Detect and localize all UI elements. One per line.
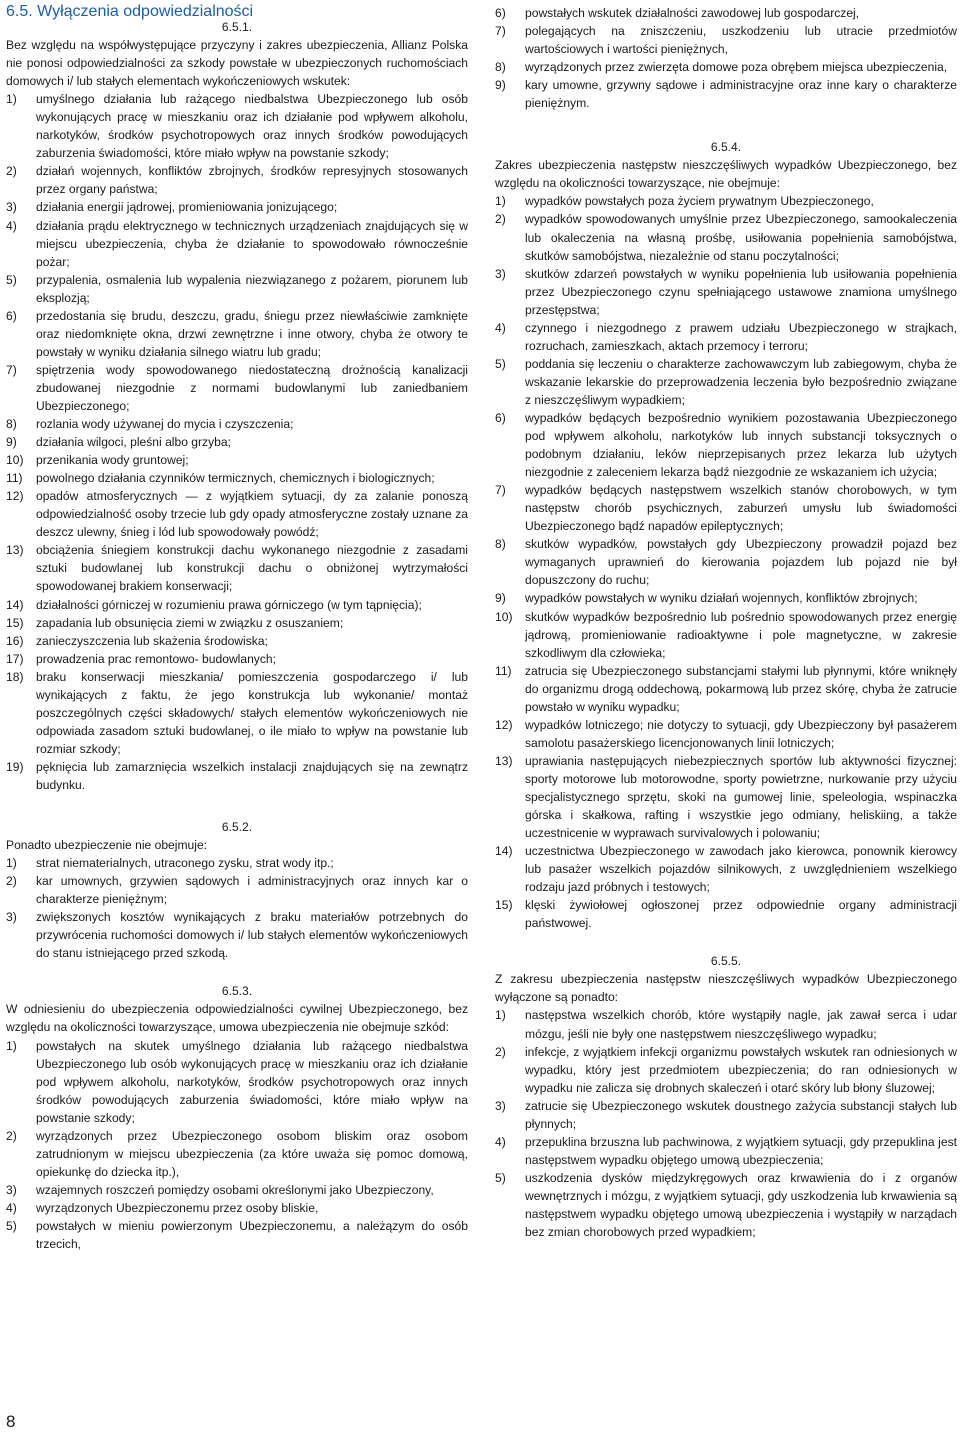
list-item-number: 7) [495,483,506,498]
exclusion-list [495,192,957,932]
list-item [495,1169,957,1241]
section-intro: Z zakresu ubezpieczenia następstw nieszczęśliwych wypadków Ubezpieczonego wyłączone są ponadto: [495,972,957,1005]
list-item [6,361,468,415]
list-item-text: powstałych w mieniu powierzonym Ubezpieczonemu, a należązym do osób trzecich, [36,1219,468,1252]
list-item [6,1217,468,1253]
list-item-text: skutków wypadków bezpośrednio lub pośrednio spowodowanych przez energię jądrową, promieniowanie radioaktywne i pole magnetyczne, w zakresie szkodliwym dla człowieka; [525,609,957,660]
list-item-number: 14) [495,844,513,859]
page-title: 6.5. Wyłączenia odpowiedzialności [6,3,254,20]
list-item [6,433,468,451]
list-item-text: wypadków powstałych poza życiem prywatnym Ubezpieczonego, [525,194,874,209]
list-item-text: uczestnictwa Ubezpieczonego w zawodach jako kierowca, ponownik kierowcy lub pasażer wszelkich pojazdów silnikowych, z uwzględnieniem wszelkiego rodzaju jazd próbnych i testowych; [525,844,957,895]
section [495,138,957,932]
list-item-number: 8) [495,537,506,552]
list-item-text: polegających na zniszczeniu, uszkodzeniu lub utracie przedmiotów wartościowych i wartości pieniężnych, [525,24,957,57]
list-item-number: 3) [6,200,17,215]
list-item-number: 4) [6,218,17,233]
list-item-number: 4) [495,1134,506,1149]
list-item-text: braku konserwacji mieszkania/ pomieszczenia gospodarczego i/ lub wynikających z faktu, że jego konstrukcja lub wykonanie/ montaż poszczególnych części składowych/ stałych elementów wykończeniowych nie odpowiada zasadom sztuki budowlanej, o ile miało to wpływ na powstanie lub rozmiar szkody; [36,669,468,756]
list-item [495,752,957,842]
list-item [495,355,957,409]
list-item-text: rozlania wody używanej do mycia i czyszczenia; [36,417,294,432]
list-item-text: infekcje, z wyjątkiem infekcji organizmu powstałych wskutek ran odniesionych w wypadku, który jest przedmiotem ubezpieczenia; do ran odniesionych w wypadku nie zalicza się drobnych skaleczeń i otarć skóry lub błony śluzowej; [525,1044,957,1095]
exclusion-list [6,854,468,962]
list-item-text: wypadków będących bezpośrednio wynikiem pozostawania Ubezpieczonego pod wpływem alkoholu, narkotyków lub innych substancji toksycznych o podobnym działaniu, leków nieprzepisanych przez lekarza lub użytych niezgodnie z zaleceniem lekarza bądź niezgodnie ze wskazaniem ich użycia; [525,410,957,480]
list-item-number: 7) [6,362,17,377]
list-item-number: 13) [495,753,513,768]
section [495,4,957,112]
list-item-text: działania energii jądrowej, promieniowania jonizującego; [36,200,338,215]
list-item-number: 10) [6,453,24,468]
list-item-number: 13) [6,543,24,558]
section-number: 6.5.5. [710,954,742,969]
list-item-number: 2) [495,1044,506,1059]
list-item-text: przedostania się brudu, deszczu, gradu, śniegu przez niewłaściwie zamknięte oraz niedomknięte okna, drzwi zewnętrzne i inne otwory, chyba że otwory te powstały w wyniku działania silnego wiatru lub gradu; [36,308,468,359]
exclusion-list [495,4,957,112]
exclusion-list [6,1037,468,1254]
list-item-text: skutków zdarzeń powstałych w wyniku popełnienia lub usiłowania popełnienia przez Ubezpieczonego czynu spełniającego ustawowe znamiona umyślnego przestępstwa; [525,266,957,317]
list-item-text: obciążenia śniegiem konstrukcji dachu wykonanego niezgodnie z zasadami sztuki budowlanej lub konstrukcji dachu o obniżonej wytrzymałości spowodowanej brakiem konserwacji; [36,543,468,594]
list-item-number: 11) [6,471,23,486]
list-item-text: działania wilgoci, pleśni albo grzyba; [36,435,231,450]
list-item-text: wyrządzonych przez Ubezpieczonego osobom bliskim oraz osobom zatrudnionym w miejscu ubezpieczenia (za które uważa się pomoc domową, opiekunkę do dziecka itp.), [36,1128,468,1179]
list-item-number: 8) [6,417,17,432]
section-number: 6.5.1. [221,20,253,34]
list-item [6,614,468,632]
list-item-number: 3) [495,1098,506,1113]
list-item [495,58,957,76]
list-item-number: 4) [495,320,506,335]
list-item [6,1037,468,1127]
list-item [6,90,468,162]
list-item [495,1133,957,1169]
list-item [6,632,468,650]
list-item-text: przepuklina brzuszna lub pachwinowa, z wyjątkiem sytuacji, gdy przepuklina jest następstwem wypadku objętego umową ubezpieczenia; [525,1134,957,1167]
section [6,18,468,794]
list-item-text: zatrucie się Ubezpieczonego wskutek doustnego zażycia substancji stałych lub płynnych; [525,1098,957,1131]
list-item-text: spiętrzenia wody spowodowanego niedostateczną drożnością kanalizacji zbudowanej niezgodnie z normami budowlanymi lub zaniedbaniem Ubezpieczonego; [36,362,468,413]
list-item-text: strat niematerialnych, utraconego zysku, strat wody itp.; [36,856,334,871]
list-item [6,758,468,794]
list-item-text: powolnego działania czynników termicznych, chemicznych i biologicznych; [36,471,435,486]
list-item-number: 1) [6,856,17,871]
list-item-number: 5) [495,1170,506,1185]
list-item [6,217,468,271]
list-item [495,319,957,355]
list-item-text: uszkodzenia dysków międzykręgowych oraz krwawienia do i z organów wewnętrznych i mózgu, z wyjątkiem sytuacji, gdy uszkodzenia lub krwawienia są następstwem wypadku objętego umową ubezpieczenia i wystąpiły w narządach bez zmian chorobowych przed wypadkiem; [525,1170,957,1240]
list-item [495,22,957,58]
list-item-number: 12) [6,489,24,504]
list-item-text: czynnego i niezgodnego z prawem udziału Ubezpieczonego w strajkach, rozruchach, zamieszkach, aktach przemocy i terroru; [525,320,957,353]
list-item-number: 1) [495,194,506,209]
list-item [6,415,468,433]
list-item [495,1043,957,1097]
list-item [495,535,957,589]
list-item-text: kary umowne, grzywny sądowe i administracyjne oraz inne kary o charakterze pieniężnym. [525,78,957,111]
list-item [495,608,957,662]
list-item-number: 16) [6,633,24,648]
list-item [6,1127,468,1181]
list-item [6,1199,468,1217]
exclusion-list [6,90,468,794]
list-item [6,198,468,216]
list-item-number: 14) [6,597,24,612]
list-item-text: wyrządzonych przez zwierzęta domowe poza obrębem miejsca ubezpieczenia, [525,60,948,75]
list-item-number: 9) [495,78,506,93]
page-number: 8 [6,1412,16,1431]
list-item [6,596,468,614]
list-item-text: następstwa wszelkich chorób, które wystąpiły nagle, jak zawał serca i udar mózgu, jeśli nie były one następstwem nieszczęśliwego wypadku; [525,1008,957,1041]
list-item [6,872,468,908]
list-item [495,265,957,319]
list-item-text: kar umownych, grzywien sądowych i administracyjnych oraz innych kar o charakterze pieniężnym; [36,874,468,907]
list-item-number: 10) [495,609,513,624]
list-item-number: 6) [495,6,506,20]
section-intro: W odniesieniu do ubezpieczenia odpowiedzialności cywilnej Ubezpieczonego, bez względu na okoliczności towarzyszące, umowa ubezpieczenia nie obejmuje szkód: [6,1002,468,1035]
list-item [6,541,468,595]
list-item-number: 3) [6,1182,17,1197]
list-item-text: klęski żywiołowej ogłoszonej przez odpowiednie organy administracji państwowej. [525,898,957,931]
list-item-text: opadów atmosferycznych — z wyjątkiem sytuacji, dy za zalanie ponoszą odpowiedzialność osoby trzecie lub gdy opady atmosferyczne zostały uznane za deszcz ulewny, śnieg i lód lub spowodowały powódź; [36,489,468,540]
section-intro: Bez względu na współwystępujące przyczyny i zakres ubezpieczenia, Allianz Polska nie ponosi odpowiedzialności za szkody powstałe w ubezpieczonych ruchomościach domowych i/ lub stałych elementach wykończeniowych wskutek: [6,38,468,89]
list-item-number: 9) [495,591,506,606]
list-item-text: wypadków będących następstwem wszelkich stanów chorobowych, w tym następstw chorób psychicznych, zaburzeń umysłu lub świadomości Ubezpieczonego bądź napadów epileptycznych; [525,483,957,534]
list-item-number: 7) [495,24,506,39]
list-item-text: poddania się leczeniu o charakterze zachowawczym lub zabiegowym, chyba że wskazanie lekarskie do przeprowadzenia leczenia było bezpośrednio związane z nieszczęśliwym wypadkiem; [525,356,957,407]
list-item-number: 8) [495,60,506,75]
list-item-number: 1) [6,92,17,107]
list-item-number: 15) [6,615,24,630]
list-item-text: zwiększonych kosztów wynikających z braku materiałów potrzebnych do przywrócenia ruchomości domowych i/ lub stałych elementów wykończeniowych do stanu istniejącego przed szkodą. [36,910,468,961]
list-item [6,271,468,307]
right-column [495,4,957,1241]
list-item [6,650,468,668]
list-item-text: działania prądu elektrycznego w technicznych urządzeniach znajdujących się w miejscu ubezpieczenia, chyba że działanie to spowodowało równocześnie pożar; [36,218,468,269]
list-item [495,210,957,264]
list-item-number: 9) [6,435,17,450]
left-column [6,18,468,1253]
list-item-number: 5) [6,272,17,287]
list-item [495,192,957,210]
list-item-text: skutków wypadków, powstałych gdy Ubezpieczony prowadził pojazd bez wymaganych uprawnień do kierowania pojazdem lub pojazd nie był dopuszczony do ruchu; [525,537,957,588]
list-item [495,481,957,535]
list-item-number: 5) [495,356,506,371]
list-item [495,662,957,716]
list-item-text: uprawiania następujących niebezpiecznych sportów lub aktywności fizycznej: sporty motorowe lub motorowodne, sporty powietrzne, nurkowanie przy użyciu specjalistycznego sprzętu, skoki na gumowej linie, speleologia, wspinaczka górska i skałkowa, rafting i wszystkie jego odmiany, heliskiing, a także uczestnicenie w wyprawach survivalowych i polowaniu; [525,753,957,841]
list-item-text: wypadków spowodowanych umyślnie przez Ubezpieczonego, samookaleczenia lub okaleczenia na własną prośbę, usiłowania popełnienia samobójstwa, skutków samobójstwa, niezależnie od stanu poczytalności; [525,212,957,263]
list-item-number: 3) [6,910,17,925]
list-item [495,896,957,932]
list-item [6,307,468,361]
list-item-text: powstałych wskutek działalności zawodowej lub gospodarczej, [525,6,860,20]
section-number: 6.5.3. [221,984,253,999]
list-item-number: 2) [6,1128,17,1143]
list-item [495,4,957,22]
list-item-text: zanieczyszczenia lub skażenia środowiska; [36,633,268,648]
list-item [495,1097,957,1133]
list-item-text: zatrucia się Ubezpieczonego substancjami stałymi lub płynnymi, które wniknęły do organizmu drogą oddechową, pokarmową lub przez skórę, chyba że zatrucie powstało w wyniku wypadku; [525,663,957,714]
list-item-number: 5) [6,1219,17,1233]
list-item [495,842,957,896]
list-item-number: 2) [6,874,17,889]
list-item-text: wyrządzonych Ubezpieczonemu przez osoby bliskie, [36,1200,319,1215]
list-item-text: wypadków powstałych w wyniku działań wojennych, konfliktów zbrojnych; [525,591,918,606]
section-number: 6.5.2. [221,820,253,835]
list-item [495,76,957,112]
list-item [495,409,957,481]
list-item-number: 18) [6,669,24,684]
list-item-text: przenikania wody gruntowej; [36,453,189,468]
list-item [6,1181,468,1199]
list-item-number: 3) [495,266,506,281]
list-item [6,162,468,198]
list-item [6,908,468,962]
list-item-number: 2) [6,164,17,179]
section-number: 6.5.4. [710,140,742,155]
list-item [495,1006,957,1042]
section-intro: Ponadto ubezpieczenie nie obejmuje: [6,838,208,853]
list-item-text: umyślnego działania lub rażącego niedbalstwa Ubezpieczonego lub osób wykonujących pracę w mieszkaniu oraz ich działanie pod wpływem alkoholu, narkotyków, środków psychotropowych oraz innych środków powodujących zaburzenia świadomości, które miało wpływ na powstanie szkody; [36,92,468,161]
section [6,982,468,1253]
list-item-text: zapadania lub obsunięcia ziemi w związku z osuszaniem; [36,615,344,630]
list-item-number: 19) [6,759,24,774]
list-item-text: powstałych na skutek umyślnego działania lub rażącego niedbalstwa Ubezpieczonego lub osób wykonujących pracę w mieszkaniu oraz ich działanie pod wpływem alkoholu, narkotyków, środków psychotropowych oraz innych środków powodujących zaburzenia świadomości, które miało wpływ na powstanie szkody; [36,1038,468,1125]
list-item-number: 15) [495,898,513,913]
list-item-text: pęknięcia lub zamarznięcia wszelkich instalacji znajdujących się na zewnątrz budynku. [36,759,468,792]
section [6,818,468,962]
list-item [495,589,957,607]
list-item-number: 12) [495,717,513,732]
list-item [6,469,468,487]
list-item-number: 1) [6,1038,17,1053]
list-item-text: działalności górniczej w rozumieniu prawa górniczego (w tym tąpnięcia); [36,597,422,612]
list-item [495,716,957,752]
section [495,952,957,1241]
list-item-text: prowadzenia prac remontowo- budowlanych; [36,651,276,666]
list-item-number: 1) [495,1008,506,1023]
list-item [6,854,468,872]
list-item [6,487,468,541]
list-item [6,668,468,758]
list-item-number: 4) [6,1200,17,1215]
list-item-number: 2) [495,212,506,227]
list-item-number: 6) [495,410,506,425]
list-item-number: 11) [495,663,512,678]
section-intro: Zakres ubezpieczenia następstw nieszczęśliwych wypadków Ubezpieczonego, bez względu na okoliczności towarzyszące, nie obejmuje: [495,158,957,191]
exclusion-list [495,1006,957,1241]
list-item-number: 17) [6,651,24,666]
list-item-number: 6) [6,308,17,323]
list-item-text: wypadków lotniczego; nie dotyczy to sytuacji, gdy Ubezpieczony był pasażerem samolotu pasażerskiego licencjonowanych linii lotniczych; [525,717,957,750]
list-item-text: działań wojennych, konfliktów zbrojnych, środków represyjnych stosowanych przez organy państwa; [36,164,468,197]
list-item-text: wzajemnych roszczeń pomiędzy osobami określonymi jako Ubezpieczony, [36,1182,434,1197]
list-item [6,451,468,469]
list-item-text: przypalenia, osmalenia lub wypalenia niezwiązanego z pożarem, piorunem lub eksplozją; [36,272,468,305]
